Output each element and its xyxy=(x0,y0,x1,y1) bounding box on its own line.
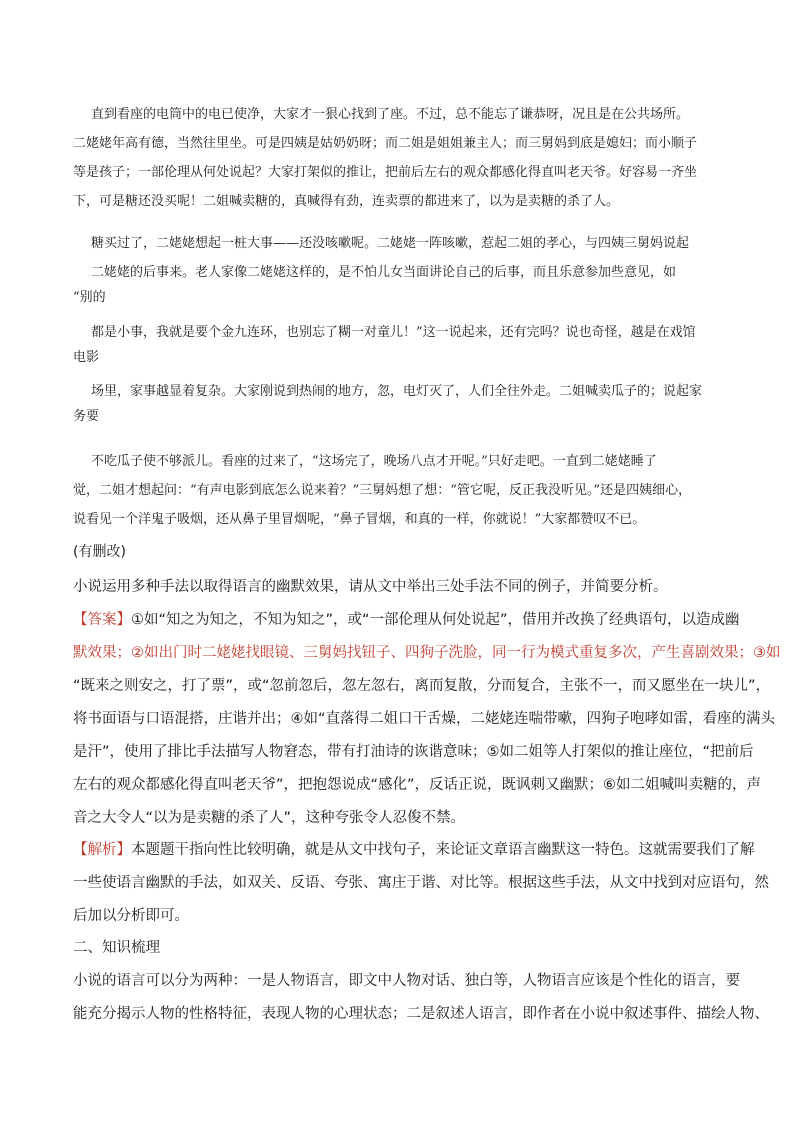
story-line: “别的 xyxy=(73,290,106,305)
analysis-line: 一些使语言幽默的手法，如双关、反语、夸张、寓庄于谐、对比等。根据这些手法，从文中找到对应语句，然 xyxy=(73,875,769,891)
analysis-text: 本题题干指向性比较明确，就是从文中找句子，来论证文章语言幽默这一特色。这就需要我们了解 xyxy=(131,842,755,858)
answer-line: 左右的观众都感化得直叫老天爷”，把抱怨说成“感化”，反话正说，既讽刺又幽默；⑥如二姐喊叫卖糖的，声 xyxy=(73,777,762,793)
answer-tag: 【答案】 xyxy=(73,612,131,628)
analysis-line xyxy=(73,843,755,858)
analysis-tag: 【解析】 xyxy=(73,842,131,858)
answer-line: 是汗”，使用了排比手法描写人物窘态，带有打油诗的诙谐意味；⑤如二姐等人打架似的推让座位，“把前后 xyxy=(73,744,754,760)
story-line: 说看见一个洋鬼子吸烟，还从鼻子里冒烟呢，“鼻子冒烟，和真的一样，你就说！”大家都赞叹不已。 xyxy=(73,512,646,527)
question-text: 小说运用多种手法以取得语言的幽默效果，请从文中举出三处手法不同的例子，并简要分析。 xyxy=(73,579,668,595)
story-line: 电影 xyxy=(73,350,100,365)
story-line: 直到看座的电筒中的电已使净，大家才一狠心找到了座。不过，总不能忘了谦恭呀，况且是在公共场所。 xyxy=(91,107,690,122)
answer-line xyxy=(73,613,740,628)
story-line: 等是孩子；一部伦理从何处说起？大家打架似的推让，把前后左右的观众都感化得直叫老天爷。好容易一齐坐 xyxy=(73,165,698,180)
source-note: (有删改) xyxy=(73,544,126,560)
story-line: 都是小事，我就是要个金九连环，也别忘了糊一对童儿！”这一说起来，还有完吗？说也奇怪，越是在戏馆 xyxy=(91,325,696,340)
section-heading: 二、知识梳理 xyxy=(73,940,160,956)
story-line: 二姥姥年高有德，当然往里坐。可是四姨是姑奶奶呀；而二姐是姐姐兼主人；而三舅妈到底是媳妇；而小顺子 xyxy=(73,136,698,151)
section-text-line: 能充分揭示人物的性格特征，表现人物的心理状态；二是叙述人语言，即作者在小说中叙述事件、描绘人物、 xyxy=(73,1006,769,1022)
section-text-line: 小说的语言可以分为两种：一是人物语言，即文中人物对话、独白等，人物语言应该是个性化的语言，要 xyxy=(73,973,740,989)
answer-line: 音之大令人“以为是卖糖的杀了人”，这种夸张令人忍俊不禁。 xyxy=(73,810,466,826)
answer-line: 将书面语与口语混搭，庄谐并出；④如“直落得二姐口干舌燥，二姥姥连喘带嗽，四狗子咆哮如雷，看座的满头 xyxy=(73,711,776,727)
story-line: 不吃瓜子使不够派儿。看座的过来了，“这场完了，晚场八点才开呢。”只好走吧。一直到二姥姥睡了 xyxy=(91,454,657,469)
analysis-line: 后加以分析即可。 xyxy=(73,908,189,924)
answer-line: 默效果；②如出门时二姥姥找眼镜、三舅妈找钮子、四狗子洗脸，同一行为模式重复多次，产生喜剧效果；③如 xyxy=(73,645,781,661)
story-line: 糖买过了，二姥姥想起一桩大事——还没咳嗽呢。二姥姥一阵咳嗽，惹起二姐的孝心，与四姨三舅妈说起 xyxy=(91,236,690,251)
story-line: 觉，二姐才想起问：“有声电影到底怎么说来着？”三舅妈想了想：“管它呢，反正我没听见。”还是四姨细心， xyxy=(73,483,692,498)
answer-text: ①如“知之为知之，不知为知之”，或“一部伦理从何处说起”，借用并改换了经典语句，以造成幽 xyxy=(131,612,740,628)
answer-line: “既来之则安之，打了票”，或“忽前忽后，忽左忽右，离而复散，分而复合，主张不一，而又愿坐在一块儿”， xyxy=(73,678,771,694)
story-line: 下，可是糖还没买呢！二姐喊卖糖的，真喊得有劲，连卖票的都进来了，以为是卖糖的杀了人。 xyxy=(73,194,620,209)
story-line: 务要 xyxy=(73,409,100,424)
story-line: 二姥姥的后事来。老人家像二姥姥这样的，是不怕儿女当面讲论自己的后事，而且乐意参加些意见，如 xyxy=(91,265,677,280)
story-line: 场里，家事越显着复杂。大家刚说到热闹的地方，忽，电灯灭了，人们全往外走。二姐喊卖瓜子的；说起家 xyxy=(91,384,703,399)
